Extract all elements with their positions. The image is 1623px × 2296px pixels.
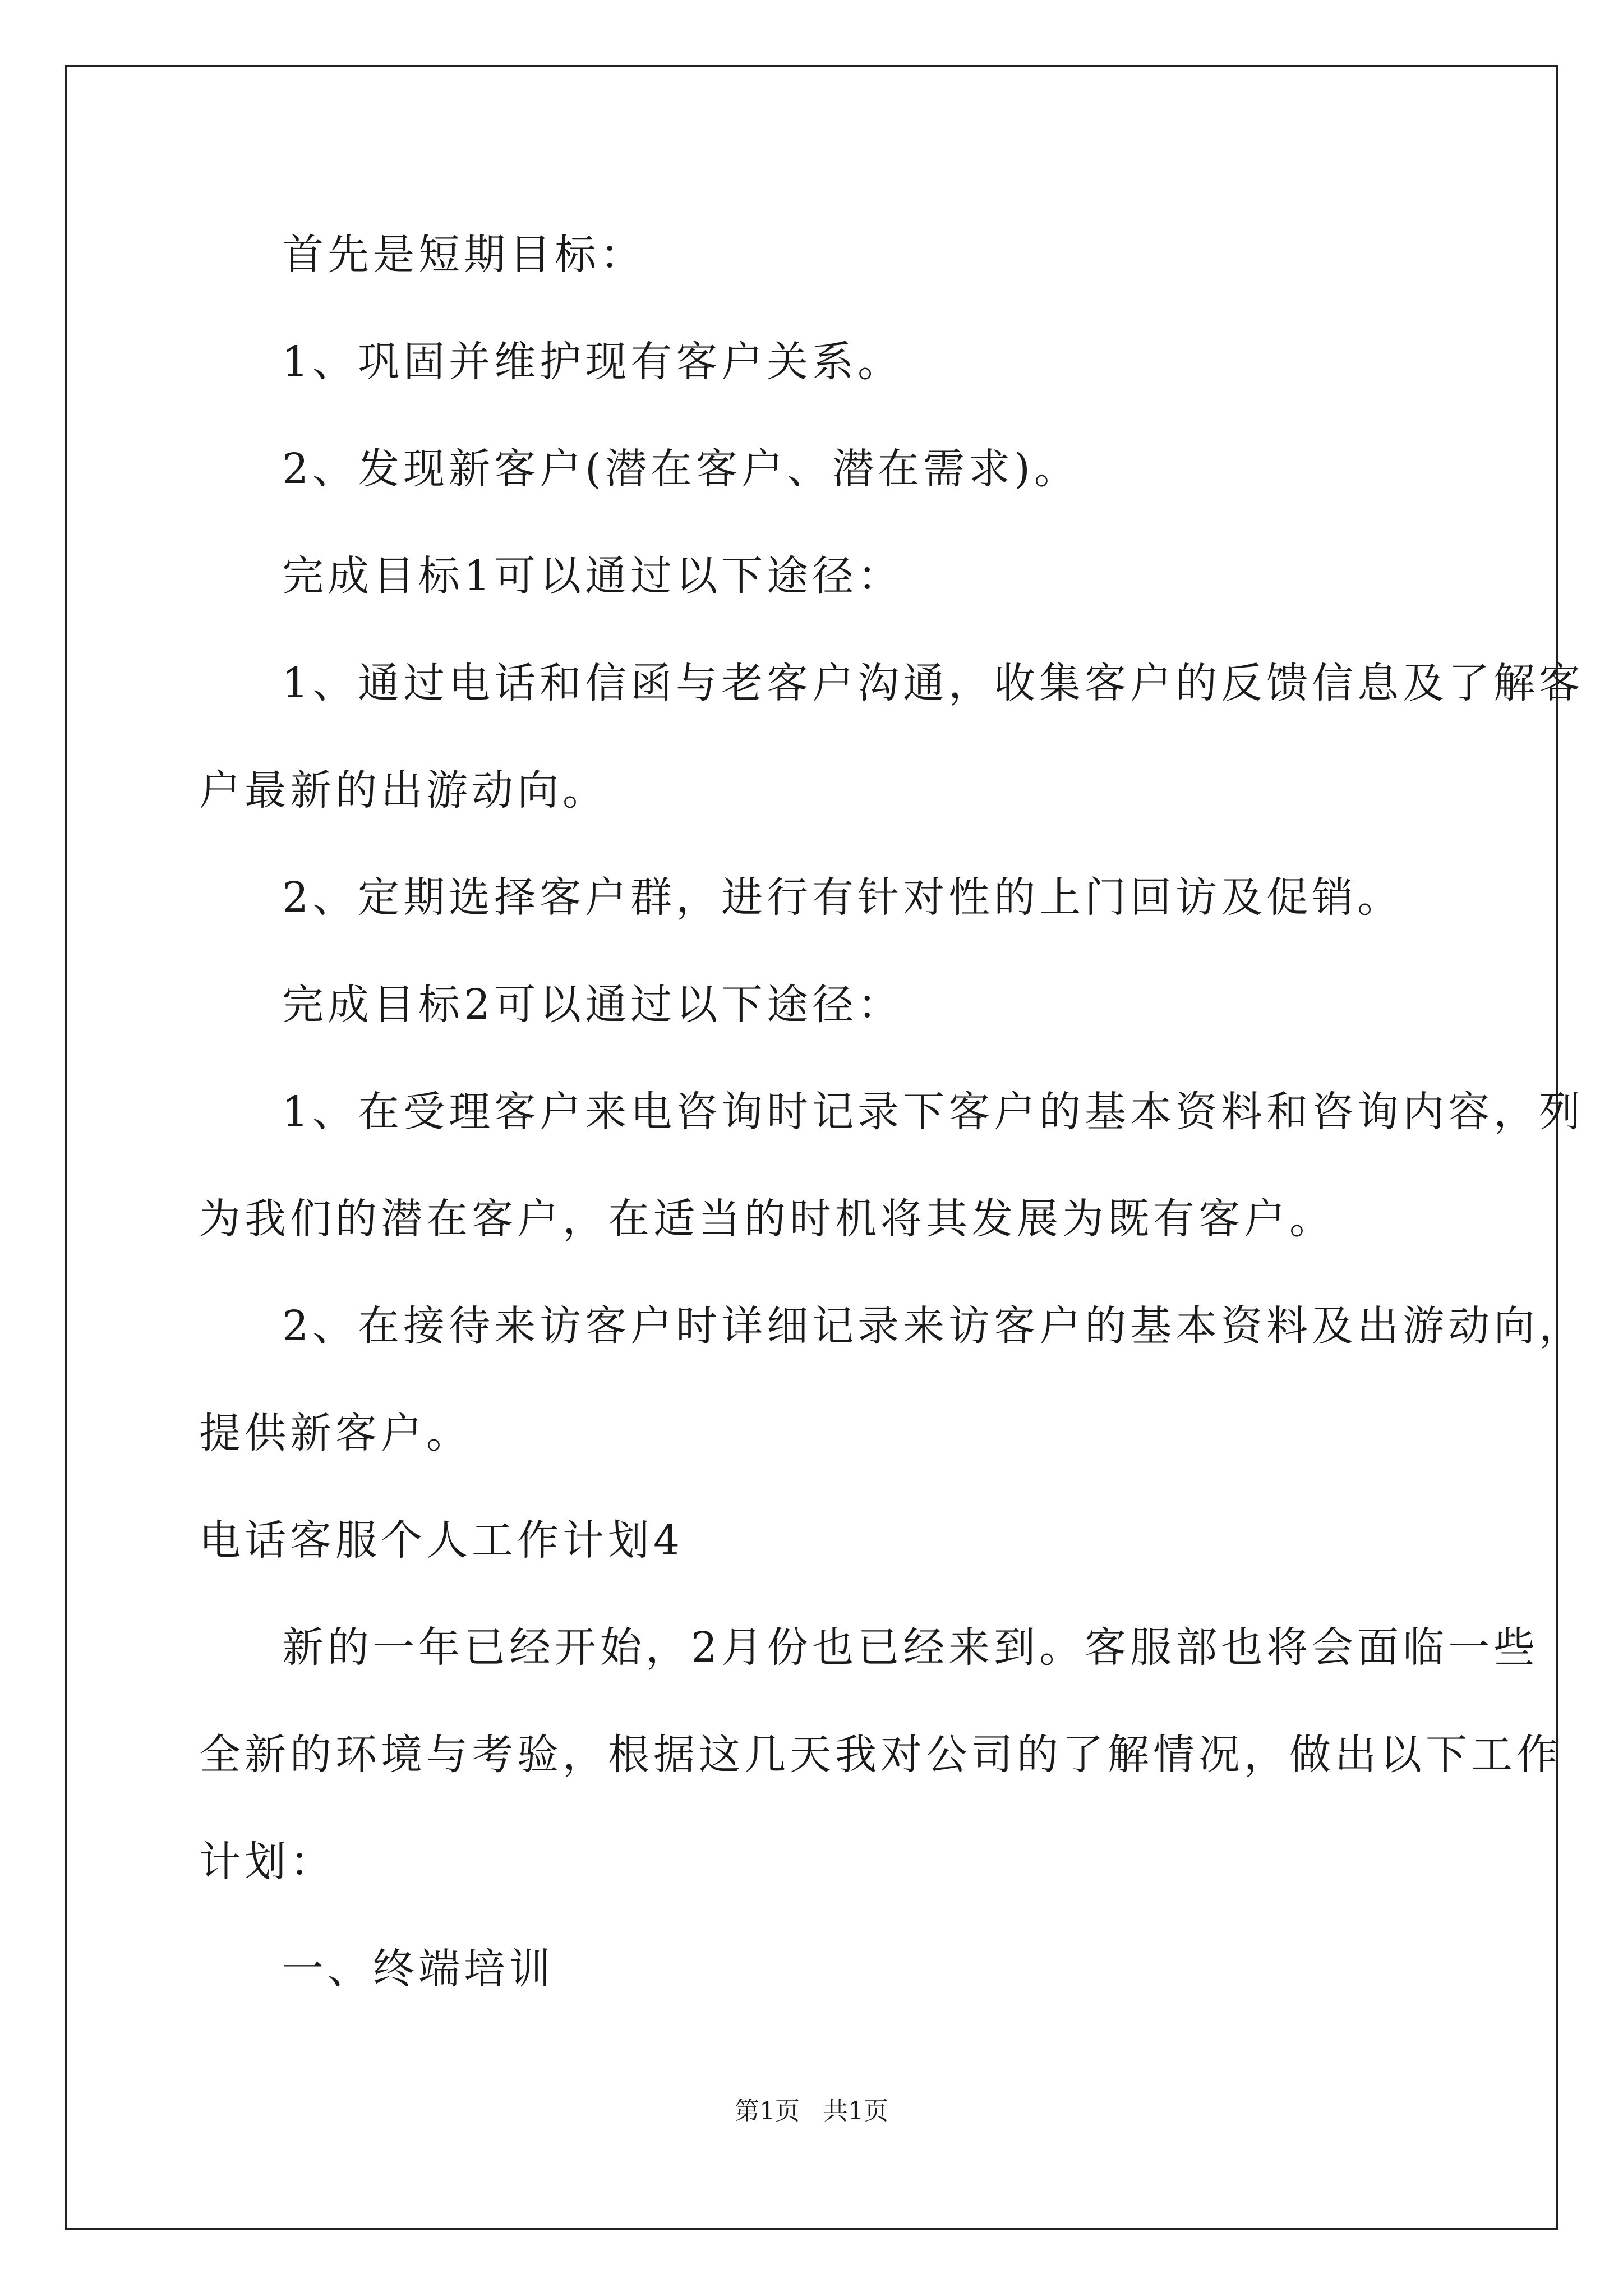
paragraph-approach-3-line-2: 为我们的潜在客户，在适当的时机将其发展为既有客户。 xyxy=(199,1195,1335,1243)
page-footer: 第1页 共1页 xyxy=(735,2097,888,2125)
paragraph-goal-2: 2、发现新客户(潜在客户、潜在需求)。 xyxy=(282,445,1080,493)
paragraph-intro-line-2: 全新的环境与考验，根据这几天我对公司的了解情况，做出以下工作 xyxy=(199,1731,1562,1779)
section-heading: 电话客服个人工作计划4 xyxy=(199,1516,684,1565)
paragraph-goal-1: 1、巩固并维护现有客户关系。 xyxy=(282,338,903,386)
paragraph-short-term-goals: 首先是短期目标： xyxy=(282,231,645,279)
paragraph-approach-4-line-1: 2、在接待来访客户时详细记录来访客户的基本资料及出游动向， xyxy=(282,1302,1585,1350)
paragraph-approach-1-line-2: 户最新的出游动向。 xyxy=(199,766,608,815)
paragraph-approach-2: 2、定期选择客户群，进行有针对性的上门回访及促销。 xyxy=(282,873,1403,922)
subheading-terminal-training: 一、终端培训 xyxy=(282,1945,555,1993)
paragraph-approach-1-line-1: 1、通过电话和信函与老客户沟通，收集客户的反馈信息及了解客 xyxy=(282,659,1585,707)
paragraph-intro-line-3: 计划： xyxy=(199,1838,335,1886)
paragraph-intro-line-1: 新的一年已经开始，2月份也已经来到。客服部也将会面临一些 xyxy=(282,1623,1539,1672)
page-border xyxy=(65,65,1558,2230)
paragraph-goal-2-approach: 完成目标2可以通过以下途径： xyxy=(282,981,903,1029)
paragraph-approach-4-line-2: 提供新客户。 xyxy=(199,1409,472,1457)
paragraph-approach-3-line-1: 1、在受理客户来电咨询时记录下客户的基本资料和咨询内容，列 xyxy=(282,1088,1585,1136)
paragraph-goal-1-approach: 完成目标1可以通过以下途径： xyxy=(282,552,903,600)
